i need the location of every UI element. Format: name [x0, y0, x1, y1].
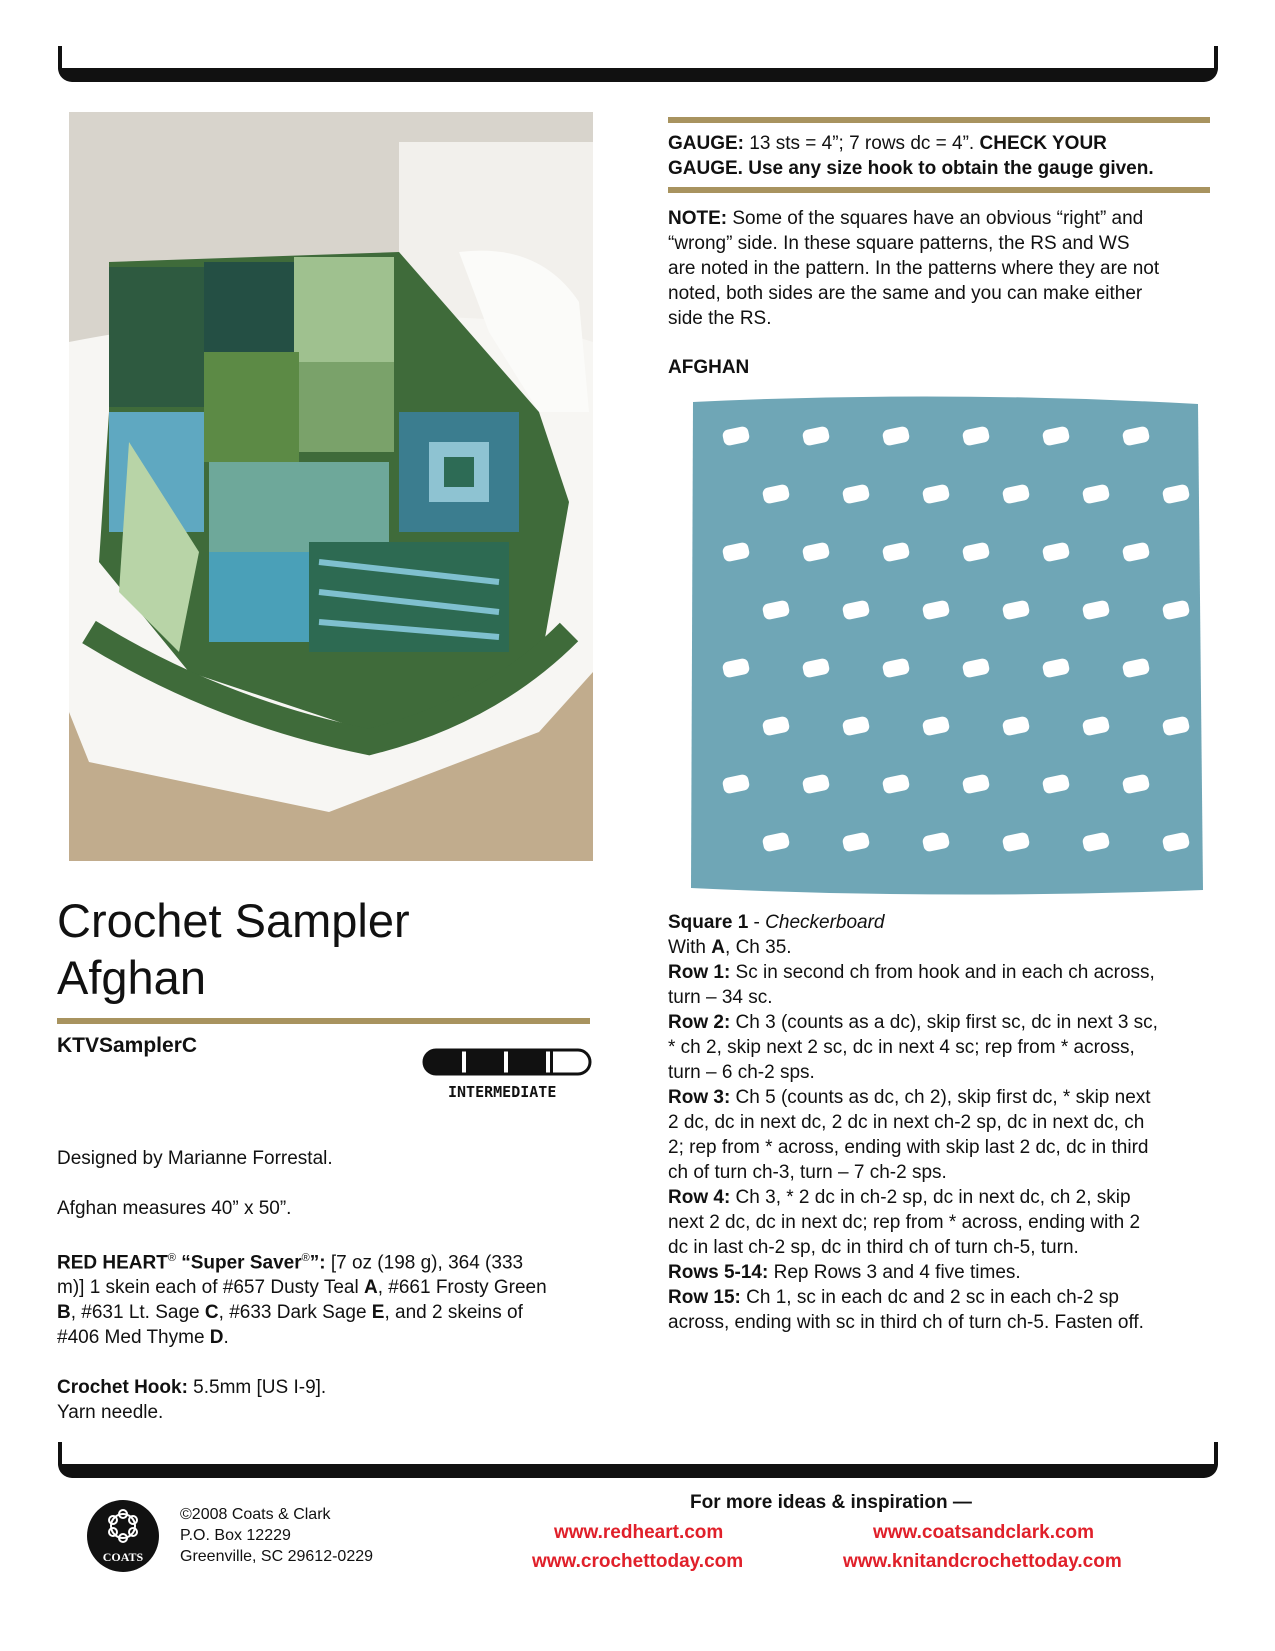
coats-logo	[87, 1500, 159, 1572]
afghan-measurement: Afghan measures 40” x 50”.	[57, 1198, 292, 1219]
yarn-info: RED HEART® “Super Saver®”: [7 oz (198 g), 364 (333 m)] 1 skein each of #657 Dusty Teal A, #661 Frosty Green B, #631 Lt. Sage C, #633 Dark Sage E, and 2 skeins of #406 Med Thyme D.	[57, 1252, 547, 1349]
skill-level-badge	[422, 1048, 592, 1101]
pattern-title	[57, 892, 410, 1006]
pattern-code: KTVSamplerC	[57, 1034, 198, 1057]
title-line-2: Afghan	[57, 951, 206, 1004]
afghan-heading: AFGHAN	[668, 357, 750, 378]
checkerboard-swatch-photo	[683, 390, 1210, 906]
note-block: NOTE: Some of the squares have an obvious “right” and “wrong” side. In these square patterns, the RS and WS are noted in the pattern. In the patterns where they are not noted, both sides are the same and you can make either side the RS.	[668, 208, 1160, 329]
top-border-bar	[58, 68, 1218, 82]
link-coatsandclark[interactable]: www.coatsandclark.com	[873, 1522, 1095, 1543]
hook-info: Crochet Hook: 5.5mm [US I-9]. Yarn needle.	[57, 1377, 327, 1424]
gauge-bottom-rule	[668, 187, 1210, 193]
title-line-1: Crochet Sampler	[57, 894, 410, 947]
square-1-instructions: Square 1 - Checkerboard With A, Ch 35. Row 1: Sc in second ch from hook and in each ch across, turn – 34 sc. Row 2: Ch 3 (counts as a dc), skip first sc, dc in next 3 sc, * ch 2, skip next 2 sc, dc in next 4 sc; rep from * across, turn – 6 ch-2 sps. Row 3: Ch 5 (counts as dc, ch 2), skip first dc, * skip next 2 dc, dc in next dc, 2 dc in next ch-2 sp, dc in next dc, ch 2; rep from * across, ending with skip last 2 dc, dc in third ch of turn ch-3, turn – 7 ch-2 sps. Row 4: Ch 3, * 2 dc in ch-2 sp, dc in next dc, ch 2, skip next 2 dc, dc in next dc; rep from * across, ending with 2 dc in last ch-2 sp, dc in third ch of turn ch-5, turn. Rows 5-14: Rep Rows 3 and 4 five times. Row 15: Ch 1, sc in each dc and 2 sc in each ch-2 sp across, ending with sc in third ch of turn ch-5. Fasten off.	[668, 912, 1158, 1333]
afghan-photo	[69, 112, 593, 861]
footer-address: ©2008 Coats & Clark P.O. Box 12229 Greenville, SC 29612-0229	[180, 1506, 374, 1565]
skill-level-meter-icon	[422, 1048, 592, 1076]
left-column-text	[57, 1146, 617, 1425]
footer-ideas-heading: For more ideas & inspiration —	[690, 1492, 972, 1513]
link-redheart[interactable]: www.redheart.com	[554, 1522, 724, 1543]
link-crochettoday[interactable]: www.crochettoday.com	[532, 1551, 744, 1572]
coats-logo-text: COATS	[102, 1550, 144, 1564]
gauge-top-rule	[668, 117, 1210, 123]
yarn-brand: RED HEART	[57, 1252, 168, 1274]
designer-credit: Designed by Marianne Forrestal.	[57, 1148, 333, 1169]
link-knitandcrochettoday[interactable]: www.knitandcrochettoday.com	[843, 1551, 1122, 1572]
bottom-border-bar	[58, 1464, 1218, 1478]
title-gold-rule	[57, 1018, 590, 1024]
gauge-block: GAUGE: 13 sts = 4”; 7 rows dc = 4”. CHECK YOUR GAUGE. Use any size hook to obtain the gauge given.	[668, 133, 1154, 179]
skill-level-label: INTERMEDIATE	[448, 1083, 557, 1101]
